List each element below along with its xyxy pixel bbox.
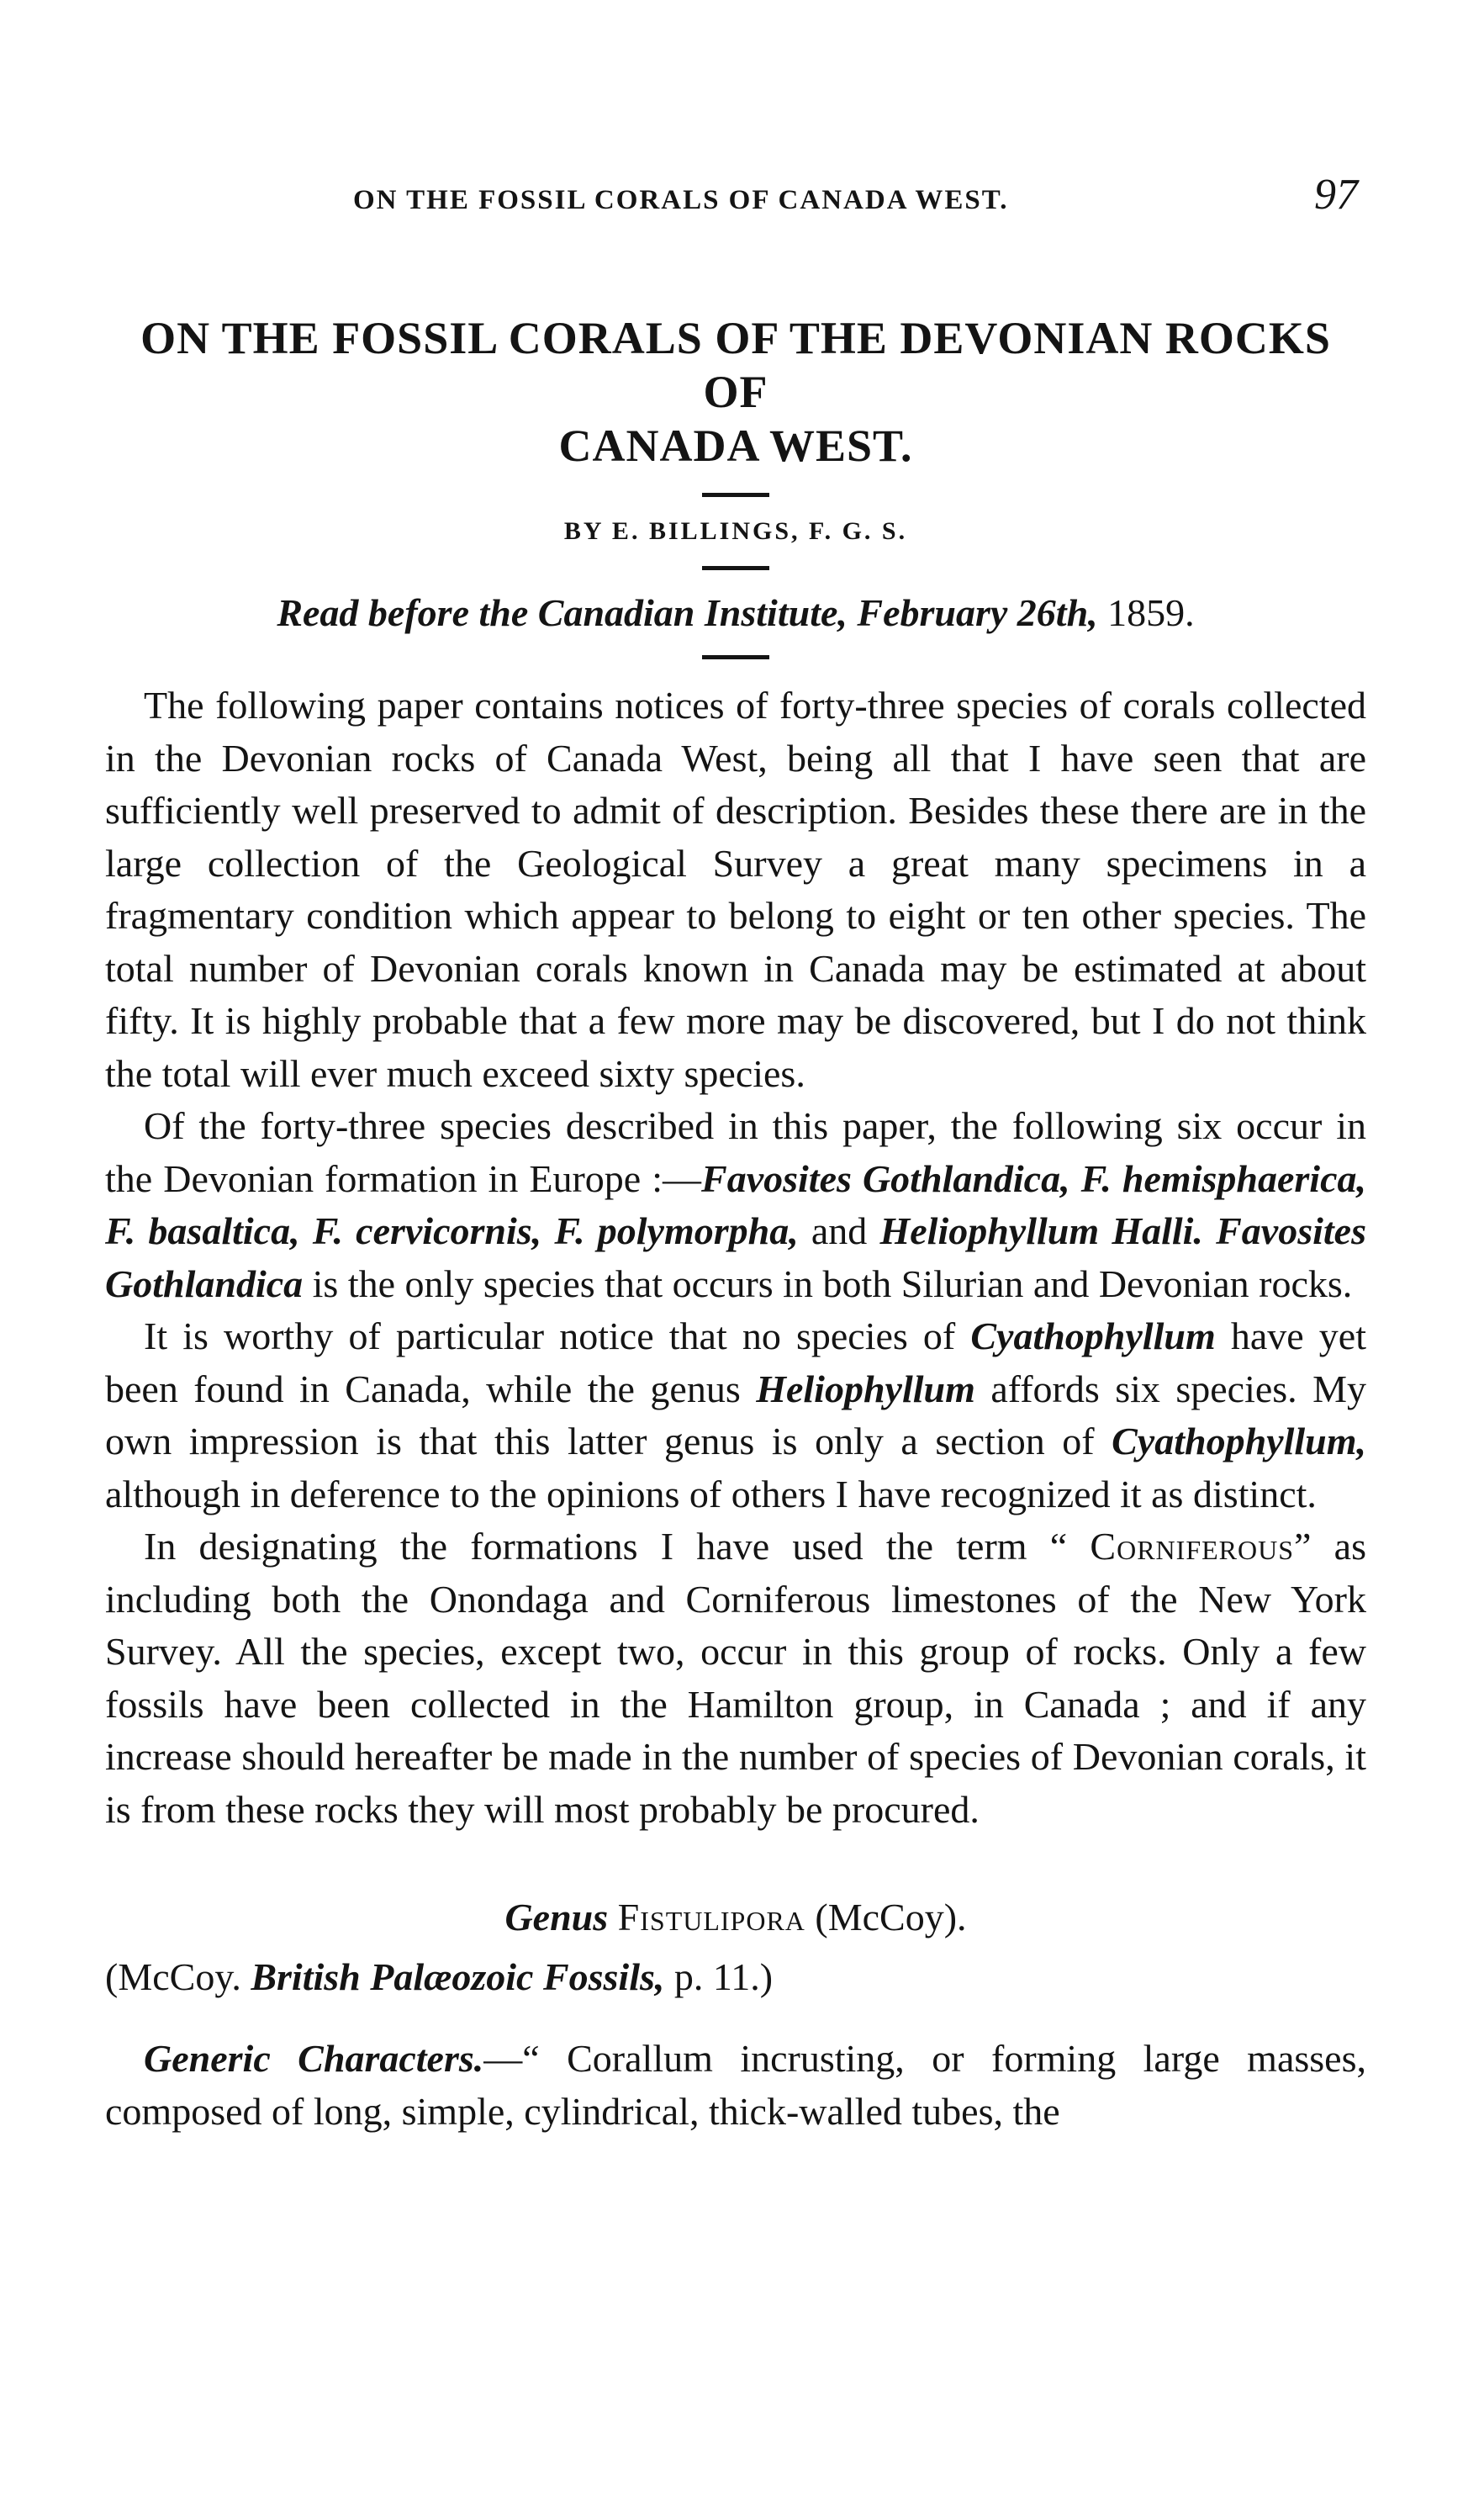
article-title	[105, 311, 1366, 473]
genus-name: Fistulipora	[617, 1896, 805, 1938]
p2-and: and	[798, 1209, 880, 1252]
reference-work: British Palæozoic Fossils,	[251, 1955, 665, 1998]
running-head	[105, 160, 1366, 219]
read-before-note	[105, 590, 1366, 635]
intro-rule	[702, 655, 769, 659]
p3-text-c: affords six species. My own impression is that this latter genus is only a section of	[105, 1367, 1367, 1462]
reference-page: p. 11.)	[673, 1955, 774, 1998]
genus-author: (McCoy).	[815, 1896, 967, 1938]
p3-genus-cyathophyllum-2: Cyathophyllum,	[1112, 1420, 1366, 1462]
article-title-line1: ON THE FOSSIL CORALS OF THE DEVONIAN ROCKS OF	[140, 313, 1331, 417]
paragraph-3	[105, 1310, 1366, 1521]
p2-species-favosites: Favosites Gothlandica	[105, 1209, 1366, 1305]
p3-text-b: have yet been found in Canada, while the genus	[105, 1314, 1366, 1410]
p4-term-corniferous: Corniferous	[1090, 1525, 1295, 1568]
p3-genus-heliophyllum: Heliophyllum	[756, 1367, 975, 1410]
p3-text-a: It is worthy of particular notice that no species of	[144, 1314, 971, 1357]
paragraph-1: The following paper contains notices of forty-three species of corals collected in the Devonian rocks of Canada West, being all that I have seen that are sufficiently well preserved to admit of description. Besides these there are in the large collection of the Geological Survey a great many specimens in a fragmentary condition which appear to belong to eight or ten other species. The total number of Devonian corals known in Canada may be estimated at about fifty. It is highly probable that a few more may be discovered, but I do not think the total will ever much exceed sixty species.	[105, 684, 1366, 1095]
page-number: 97	[1314, 171, 1358, 219]
genus-heading	[105, 1895, 1366, 1939]
genus-label: Genus	[504, 1896, 609, 1938]
title-rule	[702, 493, 769, 497]
paragraph-4	[105, 1521, 1366, 1836]
p2-species-list: Favosites Gothlandica, F. hemisphaerica, F. basaltica, F. cervicornis, F. polymorpha,	[105, 1156, 1366, 1252]
p4-text-b: ” as including both the Onondaga and Corniferous limestones of the New York Survey. All the species, except two, occur in this group of rocks. Only a few fossils have been collected in the Hamilton group, in Canada ; and if any increase should hereafter be made in the number of species of Devonian corals, it is from these rocks they will most probably be procured.	[105, 1525, 1366, 1831]
p4-text-a: In designating the formations I have used the term “	[144, 1525, 1091, 1568]
generic-characters-label: Generic Characters.	[144, 2037, 484, 2080]
generic-characters-text: —“ Corallum incrusting, or forming large masses, composed of long, simple, cylindrical, thick-walled tubes, the	[105, 2037, 1366, 2133]
reference-prefix: (McCoy.	[105, 1955, 241, 1998]
p3-text-d: although in deference to the opinions of others I have recognized it as distinct.	[105, 1472, 1317, 1515]
byline-rule	[702, 566, 769, 570]
running-title: ON THE FOSSIL CORALS OF CANADA WEST.	[353, 185, 1009, 215]
paragraph-2	[105, 1100, 1366, 1310]
p3-genus-cyathophyllum: Cyathophyllum	[970, 1314, 1216, 1357]
byline: BY E. BILLINGS, F. G. S.	[563, 517, 908, 545]
genus-reference	[105, 1954, 1366, 1999]
p2-species-heliophyllum: Heliophyllum Halli.	[879, 1209, 1203, 1252]
p2-text-end: is the only species that occurs in both Silurian and Devonian rocks.	[303, 1261, 1353, 1305]
article-title-line2: CANADA WEST.	[558, 420, 913, 471]
read-before-text: Read before the Canadian Institute, February 26th,	[277, 591, 1098, 634]
generic-characters	[105, 2033, 1366, 2138]
read-before-year: 1859.	[1107, 591, 1195, 634]
p2-text-a: Of the forty-three species described in this paper, the following six occur in the Devonian formation in Europe :—	[105, 1104, 1366, 1200]
page	[105, 160, 1366, 2176]
